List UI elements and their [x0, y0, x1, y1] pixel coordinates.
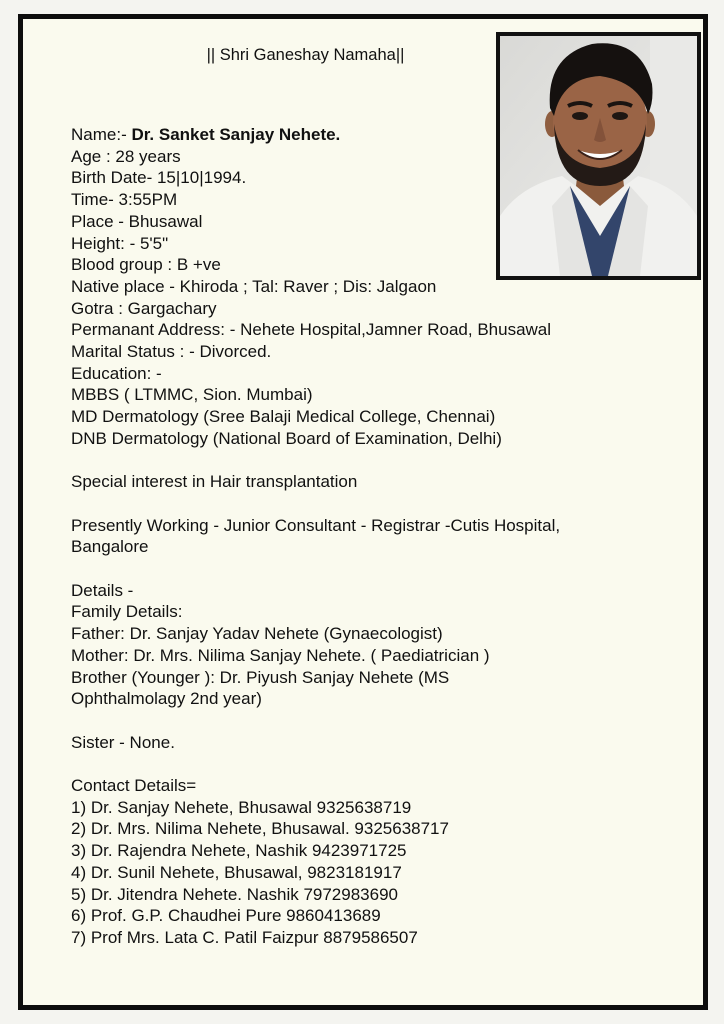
spacer [71, 493, 671, 515]
age-line: Age : 28 years [71, 146, 181, 166]
education-item: DNB Dermatology (National Board of Examination, Delhi) [71, 428, 502, 448]
special-interest-line: Special interest in Hair transplantation [71, 472, 358, 492]
spacer [71, 558, 671, 580]
contact-item: 3) Dr. Rajendra Nehete, Nashik 9423971725 [71, 841, 407, 861]
mother-line: Mother: Dr. Mrs. Nilima Sanjay Nehete. ( Paediatrician ) [71, 645, 490, 665]
contact-item: 6) Prof. G.P. Chaudhei Pure 9860413689 [71, 906, 381, 926]
contact-item: 1) Dr. Sanjay Nehete, Bhusawal 9325638719 [71, 797, 412, 817]
father-line: Father: Dr. Sanjay Yadav Nehete (Gynaecologist) [71, 624, 443, 644]
native-place-line: Native place - Khiroda ; Tal: Raver ; Dis: Jalgaon [71, 276, 437, 296]
contact-item: 5) Dr. Jitendra Nehete. Nashik 7972983690 [71, 884, 398, 904]
spacer [71, 450, 671, 472]
education-item: MD Dermatology (Sree Balaji Medical College, Chennai) [71, 407, 496, 427]
gotra-line: Gotra : Gargachary [71, 298, 217, 318]
birth-time-line: Time- 3:55PM [71, 190, 178, 210]
spacer [71, 753, 671, 775]
biodata-sheet [18, 14, 708, 1010]
address-line: Permanant Address: - Nehete Hospital,Jamner Road, Bhusawal [71, 320, 552, 340]
contact-item: 7) Prof Mrs. Lata C. Patil Faizpur 8879586507 [71, 927, 418, 947]
brother-line: Brother (Younger ): Dr. Piyush Sanjay Nehete (MS [71, 667, 450, 687]
marital-status-line: Marital Status : - Divorced. [71, 342, 272, 362]
education-heading: Education: - [71, 363, 162, 383]
contact-item: 2) Dr. Mrs. Nilima Nehete, Bhusawal. 9325638717 [71, 819, 449, 839]
height-line: Height: - 5'5" [71, 233, 169, 253]
family-details-heading: Family Details: [71, 602, 183, 622]
sister-line: Sister - None. [71, 732, 175, 752]
contact-item: 4) Dr. Sunil Nehete, Bhusawal, 9823181917 [71, 862, 402, 882]
spacer [71, 710, 671, 732]
education-item: MBBS ( LTMMC, Sion. Mumbai) [71, 385, 313, 405]
brother-line-continued: Ophthalmolagy 2nd year) [71, 689, 262, 709]
birth-date-line: Birth Date- 15|10|1994. [71, 168, 247, 188]
biodata-content [71, 124, 671, 949]
contact-details-heading: Contact Details= [71, 776, 197, 796]
work-line: Presently Working - Junior Consultant - Registrar -Cutis Hospital, [71, 515, 561, 535]
candidate-name: Dr. Sanket Sanjay Nehete. [131, 125, 341, 144]
name-label: Name:- [71, 125, 132, 144]
birth-place-line: Place - Bhusawal [71, 211, 203, 231]
work-line-continued: Bangalore [71, 537, 149, 557]
invocation-header: || Shri Ganeshay Namaha|| [206, 46, 405, 64]
name-line [71, 124, 671, 146]
blood-group-line: Blood group : B +ve [71, 255, 221, 275]
details-heading: Details - [71, 580, 134, 600]
